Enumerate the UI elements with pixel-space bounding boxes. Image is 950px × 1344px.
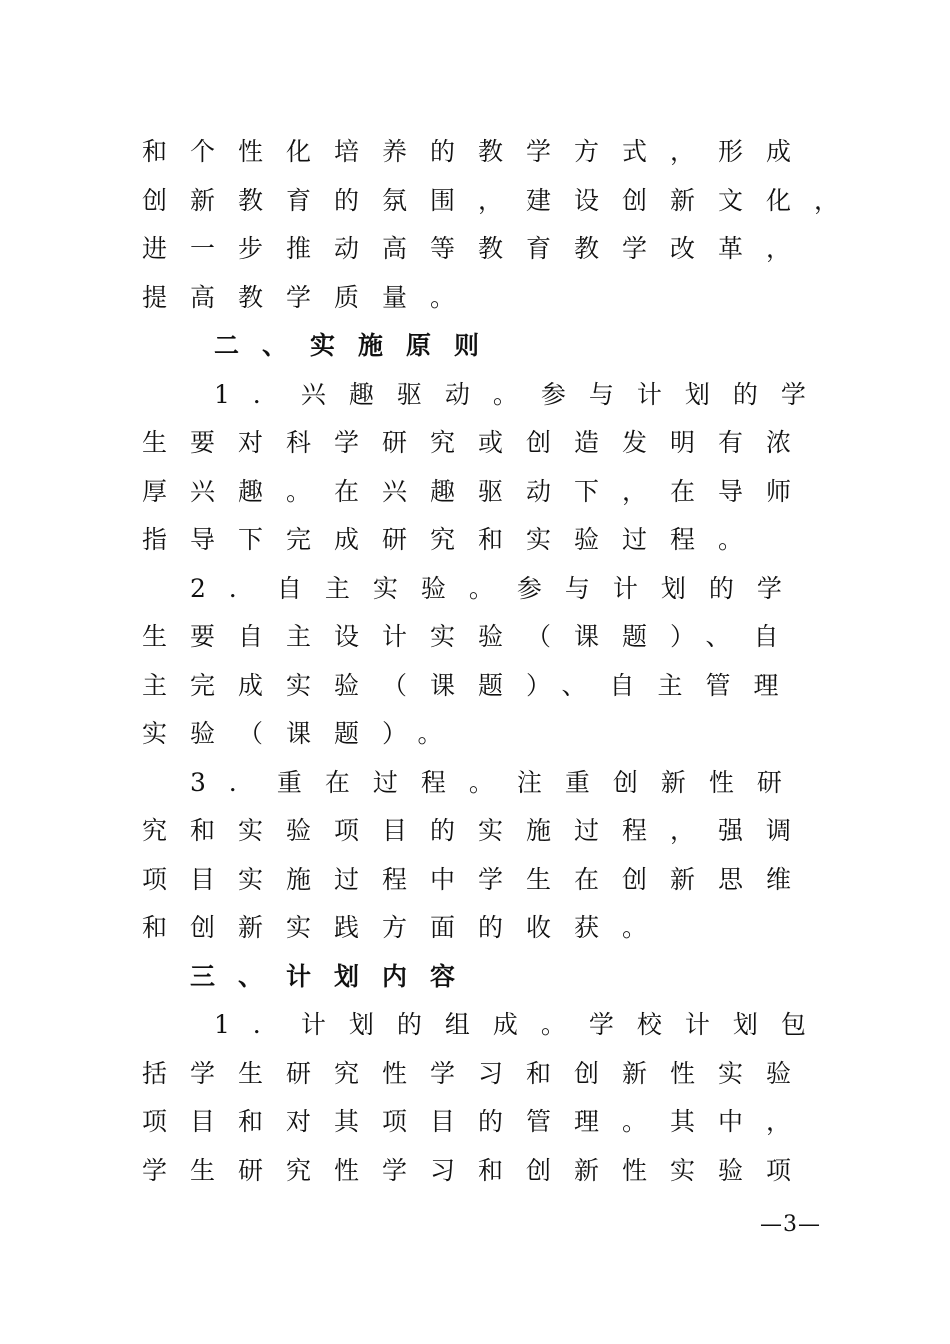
body-text-line: 学生研究性学习和创新性实验项 — [142, 1156, 815, 1185]
section-heading: 二、实施原则 — [214, 331, 503, 360]
body-text-line: 2．自主实验。参与计划的学 — [190, 574, 805, 603]
body-text-line: 1．计划的组成。学校计划包 — [214, 1010, 829, 1039]
body-text-line: 项目和对其项目的管理。其中， — [142, 1107, 815, 1136]
body-text-line: 项目实施过程中学生在创新思维 — [142, 865, 815, 894]
body-text-line: 生要对科学研究或创造发明有浓 — [142, 428, 815, 457]
body-text-line: 3．重在过程。注重创新性研 — [190, 768, 805, 797]
body-text-line: 主完成实验（课题）、自主管理 — [142, 671, 802, 700]
body-text-line: 究和实验项目的实施过程，强调 — [142, 816, 815, 845]
body-text-line: 厚兴趣。在兴趣驱动下，在导师 — [142, 477, 815, 506]
body-text-line: 提高教学质量。 — [142, 283, 479, 312]
page-number: —3— — [760, 1212, 821, 1237]
body-text-line: 和个性化培养的教学方式，形成 — [142, 137, 815, 166]
body-text-line: 生要自主设计实验（课题）、自 — [142, 622, 802, 651]
body-text-line: 和创新实践方面的收获。 — [142, 913, 671, 942]
section-heading: 三、计划内容 — [190, 962, 479, 991]
body-text-line: 进一步推动高等教育教学改革， — [142, 234, 815, 263]
body-text-line: 1．兴趣驱动。参与计划的学 — [214, 380, 829, 409]
body-text-line: 指导下完成研究和实验过程。 — [142, 525, 767, 554]
body-text-line: 括学生研究性学习和创新性实验 — [142, 1059, 815, 1088]
body-text-line: 实验（课题）。 — [142, 719, 466, 748]
body-text-line: 创新教育的氛围，建设创新文化， — [142, 186, 863, 215]
